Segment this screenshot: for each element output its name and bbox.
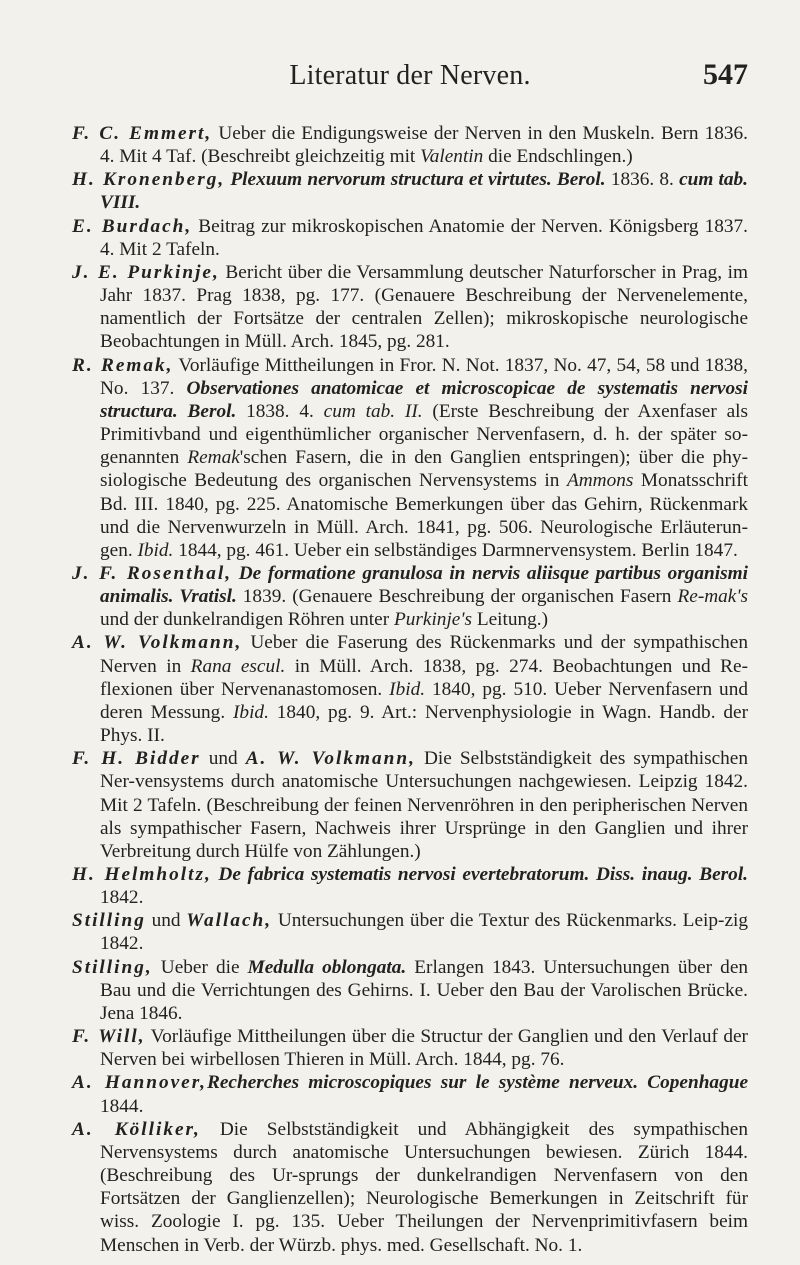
author-name: F. C. Emmert,: [72, 123, 213, 144]
bibliography-entry: F. Will, Vorläufige Mittheilungen über die Structur der Ganglien und den Verlauf der Nerven bei wirbellosen Thieren in Müll. Arch. 1844, pg. 76.: [72, 1026, 748, 1071]
running-title: Literatur der Nerven.: [289, 60, 531, 91]
bibliography-entry: J. E. Purkinje, Bericht über die Versammlung deutscher Naturforscher in Prag, im Jahr 1837. Prag 1838, pg. 177. (Genauere Beschreibung der Nervenelemente, namentlich der Fortsätze der centralen Zellen); mikroskopische neurologische Beobachtungen in Müll. Arch. 1845, pg. 281.: [72, 261, 748, 353]
bibliography-entry: F. H. Bidder und A. W. Volkmann, Die Selbstständigkeit des sympathischen Ner-vensystems durch anatomische Untersuchungen nachgewiesen. Leipzig 1842. Mit 2 Tafeln. (Beschreibung der feinen Nervenröhren in den peripherischen Nerven als sympathischer Fasern, Nachweis ihrer Ursprünge in den Ganglien und ihrer Verbreitung durch Hülfe von Zählungen.): [72, 748, 748, 862]
page-number: 547: [703, 58, 748, 91]
author-name: Stilling,: [72, 956, 153, 978]
author-name: F. Will,: [72, 1026, 146, 1048]
author-name: R. Remak,: [72, 354, 174, 376]
author-name: A. W. Volkmann,: [245, 748, 416, 770]
author-name: J. E. Purkinje,: [72, 261, 220, 283]
bibliography-entry: R. Remak, Vorläufige Mittheilungen in Fror. N. Not. 1837, No. 47, 54, 58 und 1838, No. 137. Observationes anatomicae et microscopicae de systematis nervosi structura. Berol. 1838. 4. cum tab. II. (Erste Beschreibung der Axenfaser als Primitivband und eigenthümlicher organischer Nervenfasern, d. h. der später so-genannten Remak'schen Fasern, die in den Ganglien entspringen); über die phy-siologische Bedeutung des organischen Nervensystems in Ammons Monatsschrift Bd. III. 1840, pg. 225. Anatomische Bemerkungen über das Gehirn, Rückenmark und die Nervenwurzeln in Müll. Arch. 1841, pg. 506. Neurologische Erläuterun-gen. Ibid. 1844, pg. 461. Ueber ein selbständiges Darmnervensystem. Berlin 1847.: [72, 354, 749, 561]
bibliography-list: [72, 122, 748, 1257]
bibliography-entry: H. Kronenberg, Plexuum nervorum structura et virtutes. Berol. 1836. 8. cum tab. VIII.: [72, 169, 748, 214]
bibliography-entry: H. Helmholtz, De fabrica systematis nervosi evertebratorum. Diss. inaug. Berol. 1842.: [72, 864, 748, 909]
bibliography-entry: A. W. Volkmann, Ueber die Faserung des Rückenmarks und der sympathischen Nerven in Rana escul. in Müll. Arch. 1838, pg. 274. Beobachtungen und Re-flexionen über Nervenanastomosen. Ibid. 1840, pg. 510. Ueber Nervenfasern und deren Messung. Ibid. 1840, pg. 9. Art.: Nervenphysiologie in Wagn. Handb. der Phys. II.: [72, 632, 748, 747]
author-name: A. Kölliker,: [72, 1118, 201, 1140]
author-name: Stilling: [72, 910, 146, 932]
bibliography-entry: E. Burdach, Beitrag zur mikroskopischen Anatomie der Nerven. Königsberg 1837. 4. Mit 2 Tafeln.: [72, 215, 748, 260]
bibliography-entry: A. Hannover,Recherches microscopiques sur le système nerveux. Copenhague 1844.: [72, 1072, 748, 1117]
author-name: H. Kronenberg,: [72, 169, 226, 191]
bibliography-entry: J. F. Rosenthal, De formatione granulosa in nervis aliisque partibus organismi animalis. Vratisl. 1839. (Genauere Beschreibung der organischen Fasern Re-mak's und der dunkelrandigen Röhren unter Purkinje's Leitung.): [72, 562, 748, 631]
author-name: H. Helmholtz,: [72, 864, 212, 885]
author-name: E. Burdach,: [72, 215, 193, 237]
author-name: Wallach,: [186, 910, 273, 932]
author-name: A. Hannover,: [72, 1072, 207, 1094]
bibliography-entry: Stilling und Wallach, Untersuchungen über die Textur des Rückenmarks. Leip-zig 1842.: [72, 910, 748, 955]
author-name: A. W. Volkmann,: [72, 632, 243, 654]
bibliography-entry: Stilling, Ueber die Medulla oblongata. Erlangen 1843. Untersuchungen über den Bau und die Verrichtungen des Gehirns. I. Ueber den Bau der Varolischen Brücke. Jena 1846.: [72, 956, 749, 1024]
bibliography-entry: F. C. Emmert, Ueber die Endigungsweise der Nerven in den Muskeln. Bern 1836. 4. Mit 4 Taf. (Beschreibt gleichzeitig mit Valentin die Endschlingen.): [72, 123, 748, 168]
author-name: F. H. Bidder: [72, 748, 201, 770]
page-header: [72, 60, 748, 116]
book-page: [72, 60, 748, 1257]
author-name: J. F. Rosenthal,: [72, 562, 233, 584]
bibliography-entry: A. Kölliker, Die Selbstständigkeit und Abhängigkeit des sympathischen Nervensystems durch anatomische Untersuchungen bewiesen. Zürich 1844. (Beschreibung des Ur-sprungs der dunkelrandigen Nervenfasern von den Fortsätzen der Ganglienzellen); Neurologische Bemerkungen in Zeitschrift für wiss. Zoologie I. pg. 135. Ueber Theilungen der Nervenprimitivfasern beim Menschen in Verb. der Würzb. phys. med. Gesellschaft. No. 1.: [72, 1118, 748, 1256]
